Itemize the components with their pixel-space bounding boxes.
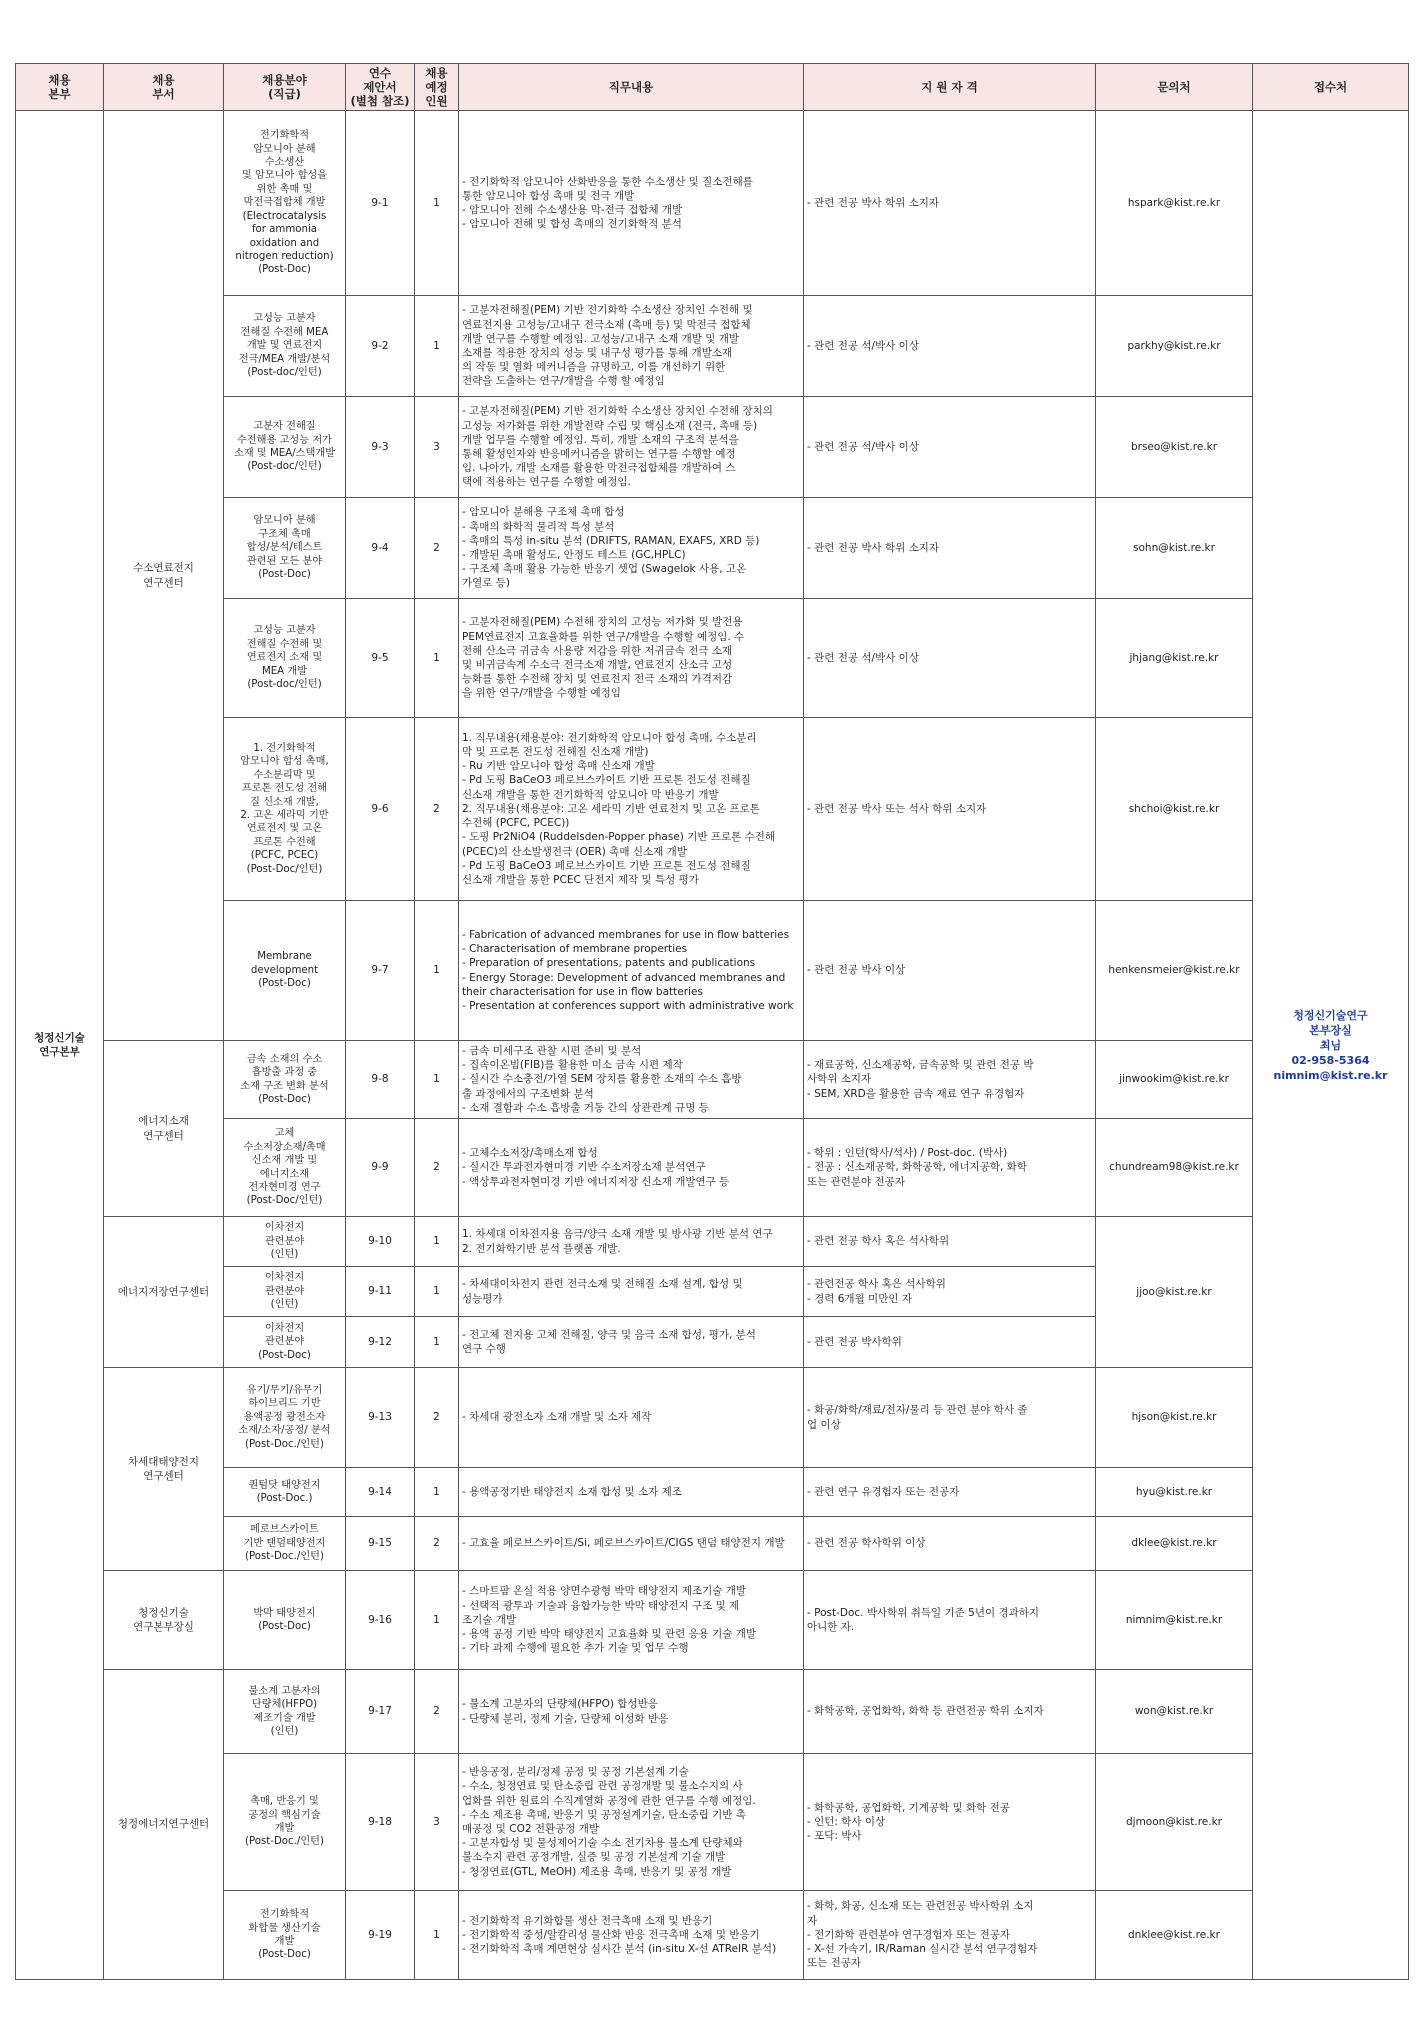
table-row (16, 111, 1409, 296)
job-count: 2 (415, 1119, 459, 1217)
job-qualification: - 관련전공 학사 혹은 석사학위 - 경력 6개월 미만인 자 (804, 1267, 1096, 1317)
job-duty: - Fabrication of advanced membranes for use in flow batteries - Characterisation of membrane properties - Preparation of presentations, patents and publications - Energy Storage: Development of advanced membranes and their characterisation for use in flow batteries - Presentation at conferences support with administrative work (459, 901, 804, 1041)
contact-email: djmoon@kist.re.kr (1096, 1754, 1253, 1891)
job-duty: - 고분자전해질(PEM) 기반 전기화학 수소생산 장치인 수전해 장치의 고성능 저가화를 위한 개발전략 수립 및 핵심소재 (전극, 촉매 등) 개발 업무를 수행할 예정임. 특히, 개발 소재의 구조적 분석을 통해 활성인자와 반응메커니즘을 밝히는 연구를 수행할 예정 임. 나아가, 개발 소재를 활용한 막전극접합체를 개발하여 스 택에 적용하는 연구를 수행할 예정임. (459, 397, 804, 498)
contact-email: hspark@kist.re.kr (1096, 111, 1253, 296)
header-row (16, 64, 1409, 111)
job-code: 9-15 (346, 1517, 415, 1571)
col-header-count: 채용 예정 인원 (415, 64, 459, 111)
job-duty: - 금속 미세구조 관찰 시편 준비 및 분석 - 집속이온빔(FIB)를 활용한 미소 금속 시편 제작 - 실시간 수소충전/가열 SEM 장치를 활용한 소재의 수소 흡방 출 과정에서의 구조변화 분석 - 소재 결함과 수소 흡방출 거동 간의 상관관계 규명 등 (459, 1041, 804, 1119)
job-qualification: - 관련 전공 학사 혹은 석사학위 (804, 1217, 1096, 1267)
col-header-qual: 지 원 자 격 (804, 64, 1096, 111)
table-row (16, 599, 1409, 718)
job-code: 9-9 (346, 1119, 415, 1217)
table-row (16, 1217, 1409, 1267)
job-field: 전기화학적 암모니아 분해 수소생산 및 암모니아 합성을 위한 촉매 및 막전극접합체 개발 (Electrocatalysis for ammonia oxidation and nitrogen reduction) (Post-Doc) (224, 111, 346, 296)
job-code: 9-4 (346, 498, 415, 599)
job-duty: - 전고체 전지용 고체 전해질, 양극 및 음극 소재 합성, 평가, 분석 연구 수행 (459, 1317, 804, 1368)
contact-email: nimnim@kist.re.kr (1096, 1571, 1253, 1670)
dept-name: 수소연료전지 연구센터 (104, 111, 224, 1041)
job-qualification: - 관련 전공 학사학위 이상 (804, 1517, 1096, 1571)
job-field: 촉매, 반응기 및 공정의 핵심기술 개발 (Post-Doc./인턴) (224, 1754, 346, 1891)
job-code: 9-2 (346, 296, 415, 397)
job-count: 2 (415, 1670, 459, 1754)
job-code: 9-1 (346, 111, 415, 296)
job-qualification: - 관련 전공 석/박사 이상 (804, 397, 1096, 498)
table-row (16, 1754, 1409, 1891)
job-count: 1 (415, 1267, 459, 1317)
job-duty: - 전기화학적 유기화합물 생산 전극촉매 소재 및 반응기 - 전기화학적 중성/알칼리성 물산화 반응 전극촉매 소재 및 반응기 - 전기화학적 촉매 계면현상 실시간 분석 (in-situ X-선 ATReIR 분석) (459, 1891, 804, 1980)
job-code: 9-19 (346, 1891, 415, 1980)
job-code: 9-12 (346, 1317, 415, 1368)
job-count: 1 (415, 1468, 459, 1517)
job-count: 1 (415, 296, 459, 397)
job-field: 페로브스카이트 기반 탠덤태양전지 (Post-Doc./인턴) (224, 1517, 346, 1571)
job-qualification: - 관련 전공 석/박사 이상 (804, 599, 1096, 718)
job-field: 고성능 고분자 전해질 수전해 및 연료전지 소재 및 MEA 개발 (Post-doc/인턴) (224, 599, 346, 718)
contact-email: jjoo@kist.re.kr (1096, 1217, 1253, 1368)
job-qualification: - 관련 전공 박사 이상 (804, 901, 1096, 1041)
job-qualification: - 재료공학, 신소재공학, 금속공학 및 관련 전공 박 사학위 소지자 - SEM, XRD을 활용한 금속 재료 연구 유경험자 (804, 1041, 1096, 1119)
contact-email: dnklee@kist.re.kr (1096, 1891, 1253, 1980)
job-code: 9-5 (346, 599, 415, 718)
job-code: 9-11 (346, 1267, 415, 1317)
contact-email: sohn@kist.re.kr (1096, 498, 1253, 599)
col-header-code: 연수 제안서 (별첨 참조) (346, 64, 415, 111)
job-field: Membrane development (Post-Doc) (224, 901, 346, 1041)
job-count: 3 (415, 1754, 459, 1891)
job-qualification: - 관련 연구 유경험자 또는 전공자 (804, 1468, 1096, 1517)
contact-email: parkhy@kist.re.kr (1096, 296, 1253, 397)
job-field: 고체 수소저장소재/촉매 신소재 개발 및 에너지소재 전자현미경 연구 (Post-Doc/인턴) (224, 1119, 346, 1217)
dept-name: 에너지저장연구센터 (104, 1217, 224, 1368)
job-field: 1. 전기화학적 암모니아 합성 촉매, 수소분리막 및 프로톤 전도성 전해 질 신소재 개발, 2. 고온 세라믹 기반 연료전지 및 고온 프로톤 수전해 (PCFC, PCEC) (Post-Doc/인턴) (224, 718, 346, 901)
hq-name: 청정신기술 연구본부 (16, 111, 104, 1980)
table-row (16, 718, 1409, 901)
table-row (16, 1468, 1409, 1517)
job-count: 2 (415, 1368, 459, 1468)
job-count: 1 (415, 111, 459, 296)
job-code: 9-7 (346, 901, 415, 1041)
job-qualification: - 관련 전공 석/박사 이상 (804, 296, 1096, 397)
job-qualification: - Post-Doc. 박사학위 취득일 기준 5년이 경과하지 아니한 자. (804, 1571, 1096, 1670)
table-row (16, 1891, 1409, 1980)
contact-email: shchoi@kist.re.kr (1096, 718, 1253, 901)
job-field: 고분자 전해질 수전해용 고성능 저가 소재 및 MEA/스택개발 (Post-doc/인턴) (224, 397, 346, 498)
job-qualification: - 화학공학, 공업화학, 기계공학 및 화학 전공 - 인턴: 학사 이상 - 포닥: 박사 (804, 1754, 1096, 1891)
job-count: 1 (415, 901, 459, 1041)
job-count: 1 (415, 1571, 459, 1670)
job-count: 2 (415, 1517, 459, 1571)
col-header-email: 문의처 (1096, 64, 1253, 111)
job-duty: - 스마트팜 온실 적용 양면수광형 박막 태양전지 제조기술 개발 - 선택적 광투과 기술과 융합가능한 박막 태양전지 구조 및 제 조기술 개발 - 용액 공정 기반 박막 태양전지 고효율화 및 관련 응용 기술 개발 - 기타 과제 수행에 필요한 추가 기술 및 업무 수행 (459, 1571, 804, 1670)
job-code: 9-13 (346, 1368, 415, 1468)
job-count: 2 (415, 718, 459, 901)
job-qualification: - 화학공학, 공업화학, 화학 등 관련전공 학위 소지자 (804, 1670, 1096, 1754)
table-row (16, 1119, 1409, 1217)
job-field: 이차전지 관련분야 (인턴) (224, 1267, 346, 1317)
contact-email: brseo@kist.re.kr (1096, 397, 1253, 498)
job-code: 9-10 (346, 1217, 415, 1267)
col-header-field: 채용분야 (직급) (224, 64, 346, 111)
dept-name: 에너지소재 연구센터 (104, 1041, 224, 1217)
job-duty: - 고체수소저장/촉매소재 합성 - 실시간 투과전자현미경 기반 수소저장소재 분석연구 - 액상투과전자현미경 기반 에너지저장 신소재 개발연구 등 (459, 1119, 804, 1217)
job-field: 금속 소재의 수소 흡방출 과정 중 소재 구조 변화 분석 (Post-Doc) (224, 1041, 346, 1119)
job-duty: - 차세대 광전소자 소재 개발 및 소자 제작 (459, 1368, 804, 1468)
table-row (16, 296, 1409, 397)
table-row (16, 498, 1409, 599)
job-field: 퀀텀닷 태양전지 (Post-Doc.) (224, 1468, 346, 1517)
table-row (16, 1041, 1409, 1119)
job-duty: 1. 직무내용(채용분야: 전기화학적 암모니아 합성 촉매, 수소분리 막 및 프로톤 전도성 전해질 신소재 개발) - Ru 기반 암모니아 합성 촉매 신소재 개발 - Pd 도핑 BaCeO3 페로브스카이트 기반 프로톤 전도성 전해질 신소재 개발을 통한 전기화학적 암모니아 막 반응기 개발 2. 직무내용(채용분야: 고온 세라믹 기반 연료전지 및 고온 프로톤 수전해 (PCFC, PCEC)) - 도핑 Pr2NiO4 (Ruddelsden-Popper phase) 기반 프로톤 수전해 (PCEC)의 산소발생전극 (OER) 촉매 신소재 개발 - Pd 도핑 BaCeO3 페로브스카이트 기반 프로톤 전도성 전해질 신소재 개발을 통한 PCEC 단전지 제작 및 특성 평가 (459, 718, 804, 901)
contact-email: dklee@kist.re.kr (1096, 1517, 1253, 1571)
job-duty: - 용액공정기반 태양전지 소재 합성 및 소자 제조 (459, 1468, 804, 1517)
job-qualification: - 학위 : 인턴(학사/석사) / Post-doc. (박사) - 전공 : 신소재공학, 화학공학, 에너지공학, 화학 또는 관련분야 전공자 (804, 1119, 1096, 1217)
job-duty: - 불소계 고분자의 단량체(HFPO) 합성반응 - 단량체 분리, 정제 기술, 단량체 이성화 반응 (459, 1670, 804, 1754)
job-count: 1 (415, 599, 459, 718)
job-field: 유기/무기/유무기 하이브리드 기반 용액공정 광전소자 소재/소자/공정/ 분석 (Post-Doc./인턴) (224, 1368, 346, 1468)
contact-email: henkensmeier@kist.re.kr (1096, 901, 1253, 1041)
job-qualification: - 화학, 화공, 신소재 또는 관련전공 박사학위 소지 자 - 전기화학 관련분야 연구경험자 또는 전공자 - X-선 가속기, IR/Raman 실시간 분석 연구경험자 또는 전공자 (804, 1891, 1096, 1980)
receipt-contact: 청정신기술연구 본부장실 최님 02-958-5364 nimnim@kist.re.kr (1253, 111, 1409, 1980)
job-code: 9-6 (346, 718, 415, 901)
dept-name: 차세대태양전지 연구센터 (104, 1368, 224, 1571)
job-field: 이차전지 관련분야 (Post-Doc) (224, 1317, 346, 1368)
col-header-receipt: 접수처 (1253, 64, 1409, 111)
job-qualification: - 관련 전공 박사 학위 소지자 (804, 498, 1096, 599)
job-qualification: - 화공/화학/재료/전자/물리 등 관련 분야 학사 졸 업 이상 (804, 1368, 1096, 1468)
job-field: 암모니아 분해 구조체 촉매 합성/분석/테스트 관련된 모든 분야 (Post-Doc) (224, 498, 346, 599)
contact-email: won@kist.re.kr (1096, 1670, 1253, 1754)
job-duty: - 암모니아 분해용 구조체 촉매 합성 - 촉매의 화학적 물리적 특성 분석 - 촉매의 특성 in-situ 분석 (DRIFTS, RAMAN, EXAFS, XRD 등) - 개발된 촉매 활성도, 안정도 테스트 (GC,HPLC) - 구조체 촉매 활용 가능한 반응기 셋업 (Swagelok 사용, 고온 가열로 등) (459, 498, 804, 599)
table-row (16, 901, 1409, 1041)
job-duty: - 고분자전해질(PEM) 수전해 장치의 고성능 저가화 및 발전용 PEM연료전지 고효율화를 위한 연구/개발을 수행할 예정임. 수 전해 산소극 귀금속 사용량 저감을 위한 저귀금속 전극 소재 및 비귀금속계 수소극 전극소재 개발, 연료전지 산소극 고성 능화를 통한 수전해 장치 및 연료전지 전극 소재의 가격저감 을 위한 연구/개발을 수행할 예정임 (459, 599, 804, 718)
job-duty: - 고효율 페로브스카이트/Si, 페로브스카이트/CIGS 탠덤 태양전지 개발 (459, 1517, 804, 1571)
col-header-hq: 채용 본부 (16, 64, 104, 111)
job-code: 9-16 (346, 1571, 415, 1670)
job-code: 9-17 (346, 1670, 415, 1754)
job-duty: - 전기화학적 암모니아 산화반응을 통한 수소생산 및 질소전해를 통한 암모니아 합성 촉매 및 전극 개발 - 암모니아 전해 수소생산용 막-전극 접합체 개발 - 암모니아 전해 및 합성 촉매의 전기화학적 분석 (459, 111, 804, 296)
job-field: 전기화학적 화합물 생산기술 개발 (Post-Doc) (224, 1891, 346, 1980)
job-qualification: - 관련 전공 박사 학위 소지자 (804, 111, 1096, 296)
job-count: 1 (415, 1891, 459, 1980)
job-code: 9-8 (346, 1041, 415, 1119)
table-row (16, 1517, 1409, 1571)
job-count: 1 (415, 1217, 459, 1267)
contact-email: jhjang@kist.re.kr (1096, 599, 1253, 718)
recruitment-table (15, 63, 1409, 1980)
table-row (16, 1368, 1409, 1468)
job-duty: - 반응공정, 분리/정제 공정 및 공정 기본설계 기술 - 수소, 청정연료 및 탄소중립 관련 공정개발 및 불소수지의 사 업화를 위한 원료의 수직계열화 공정에 관한 연구를 수행 예정임. - 수소 제조용 촉매, 반응기 및 공정설계기술, 탄소중립 기반 촉 매공정 및 CO2 전환공정 개발 - 고분자합성 및 물성제어기술 수소 전기차용 불소계 단량체와 불소수지 관련 공정개발, 실증 및 공정 기본설계 기술 개발 - 청정연료(GTL, MeOH) 제조용 촉매, 반응기 및 공정 개발 (459, 1754, 804, 1891)
job-duty: 1. 차세대 이차전지용 음극/양극 소재 개발 및 방사광 기반 분석 연구 2. 전기화학기반 분석 플랫폼 개발. (459, 1217, 804, 1267)
job-field: 박막 태양전지 (Post-Doc) (224, 1571, 346, 1670)
table-row (16, 1670, 1409, 1754)
job-count: 1 (415, 1317, 459, 1368)
job-count: 2 (415, 498, 459, 599)
contact-email: jinwookim@kist.re.kr (1096, 1041, 1253, 1119)
contact-email: hjson@kist.re.kr (1096, 1368, 1253, 1468)
job-duty: - 고분자전해질(PEM) 기반 전기화학 수소생산 장치인 수전해 및 연료전지용 고성능/고내구 전극소재 (촉매 등) 및 막전극 접합체 개발 연구를 수행할 예정임. 고성능/고내구 소재 개발 및 개발 소재를 적용한 장치의 성능 및 내구성 평가를 통해 개발소재 의 작동 및 열화 메커니즘을 규명하고, 이를 개선하기 위한 전략을 도출하는 연구/개발을 수행 할 예정임 (459, 296, 804, 397)
contact-email: hyu@kist.re.kr (1096, 1468, 1253, 1517)
contact-email: chundream98@kist.re.kr (1096, 1119, 1253, 1217)
job-field: 이차전지 관련분야 (인턴) (224, 1217, 346, 1267)
job-code: 9-18 (346, 1754, 415, 1891)
col-header-dept: 채용 부서 (104, 64, 224, 111)
job-code: 9-14 (346, 1468, 415, 1517)
job-count: 3 (415, 397, 459, 498)
job-duty: - 차세대이차전지 관련 전극소재 및 전해질 소재 설계, 합성 및 성능평가 (459, 1267, 804, 1317)
table-row (16, 1571, 1409, 1670)
dept-name: 청정에너지연구센터 (104, 1670, 224, 1980)
job-field: 고성능 고분자 전해질 수전해 MEA 개발 및 연료전지 전극/MEA 개발/분석 (Post-doc/인턴) (224, 296, 346, 397)
job-qualification: - 관련 전공 박사학위 (804, 1317, 1096, 1368)
job-qualification: - 관련 전공 박사 또는 석사 학위 소지자 (804, 718, 1096, 901)
dept-name: 청정신기술 연구본부장실 (104, 1571, 224, 1670)
table-row (16, 397, 1409, 498)
job-field: 불소계 고분자의 단량체(HFPO) 제조기술 개발 (인턴) (224, 1670, 346, 1754)
job-code: 9-3 (346, 397, 415, 498)
col-header-duty: 직무내용 (459, 64, 804, 111)
job-count: 1 (415, 1041, 459, 1119)
